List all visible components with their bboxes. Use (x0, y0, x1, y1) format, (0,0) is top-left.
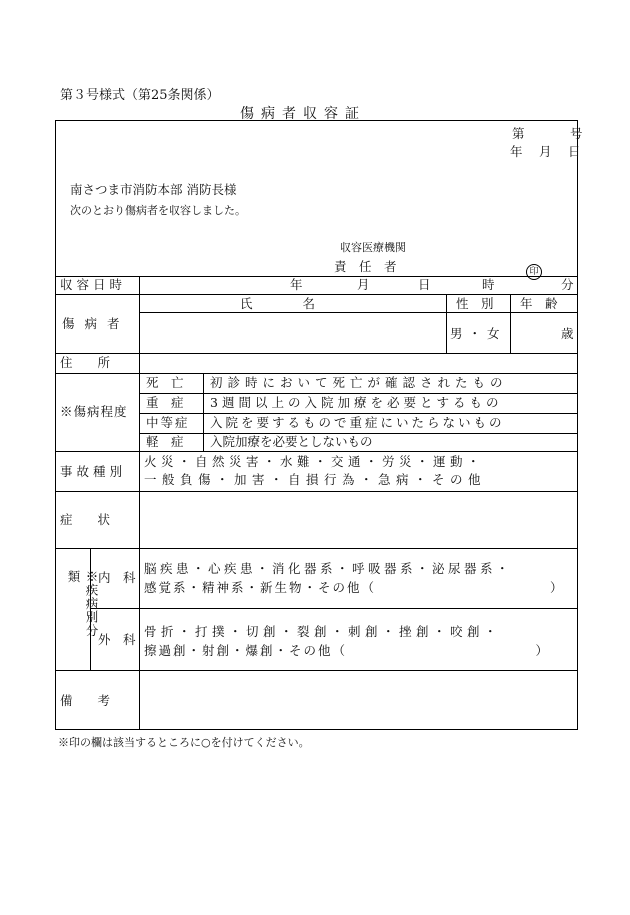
issue-date-field: 年 月 日 (510, 144, 583, 159)
internal-label: 内 科 (98, 570, 136, 585)
accident-options-line2: 一般負傷・加害・自損行為・急病・その他 (144, 472, 487, 487)
surgical-options-line2: 擦過創・射創・爆創・その他（ ） (144, 643, 551, 658)
admission-day: 日 (418, 277, 431, 292)
divider (55, 373, 578, 374)
statement: 次のとおり傷病者を収容しました。 (70, 204, 246, 217)
surgical-options-line1: 骨折・打撲・切創・裂創・刺創・挫創・咬創・ (144, 624, 502, 639)
sex-column-divider (446, 294, 447, 353)
severity-column-divider (203, 373, 204, 451)
admission-year: 年 (290, 277, 303, 292)
symptom-label: 症 状 (60, 512, 111, 527)
internal-options-line2: 感覚系・精神系・新生物・その他（ ） (144, 580, 565, 595)
institution-label: 収容医療機関 (340, 241, 406, 254)
divider (55, 548, 578, 549)
divider (139, 413, 578, 414)
divider (55, 451, 578, 452)
severity-label: ※傷病程度 (60, 404, 128, 419)
admission-minute: 分 (561, 277, 574, 292)
severity-name-minor: 軽 症 (146, 434, 184, 449)
divider (55, 491, 578, 492)
divider (55, 353, 578, 354)
surgical-label: 外 科 (98, 632, 136, 647)
divider (55, 670, 578, 671)
severity-name-moderate: 中等症 (146, 415, 190, 430)
age-column-divider (510, 294, 511, 353)
sex-options: 男・女 (450, 326, 506, 341)
divider (139, 393, 578, 394)
label-column-divider (139, 276, 140, 730)
admission-month: 月 (357, 277, 370, 292)
number-field: 第 号 (512, 126, 585, 141)
divider (139, 312, 578, 313)
divider (55, 294, 578, 295)
accident-options-line1: 火災・自然災害・水難・交通・労災・運動・ (144, 454, 485, 469)
accident-label: 事故種別 (60, 464, 127, 479)
name-header: 氏 名 (240, 296, 316, 311)
severity-desc-death: 初診時において死亡が確認されたもの (210, 375, 508, 390)
remarks-label: 備 考 (60, 693, 111, 708)
addressee: 南さつま市消防本部 消防長様 (70, 182, 237, 197)
form-number: 第３号様式（第25条関係） (60, 88, 220, 103)
internal-options-line1: 脳疾患・心疾患・消化器系・呼吸器系・泌尿器系・ (144, 561, 513, 576)
form-title: 傷病者収容証 (240, 106, 366, 122)
disease-label: ※疾病別分類 (66, 570, 99, 638)
seal-icon: 印 (526, 264, 542, 280)
divider (55, 276, 578, 277)
divider (90, 608, 578, 609)
severity-name-death: 死 亡 (146, 375, 184, 390)
footnote: ※印の欄は該当するところに○を付けてください。 (58, 736, 310, 749)
responsible-label: 責 任 者 (334, 259, 397, 274)
severity-name-serious: 重 症 (146, 395, 184, 410)
patient-label: 傷病者 (62, 316, 130, 331)
severity-desc-minor: 入院加療を必要としないもの (210, 434, 373, 449)
severity-desc-moderate: 入院を要するもので重症にいたらないもの (210, 415, 505, 430)
admission-hour: 時 (482, 277, 495, 292)
admission-label: 収容日時 (60, 277, 127, 292)
sex-header: 性 別 (456, 296, 494, 311)
age-unit: 歳 (561, 326, 574, 341)
severity-desc-serious: 3週間以上の入院加療を必要とするもの (210, 395, 503, 410)
age-header: 年 齢 (520, 296, 558, 311)
address-label: 住 所 (60, 355, 111, 370)
